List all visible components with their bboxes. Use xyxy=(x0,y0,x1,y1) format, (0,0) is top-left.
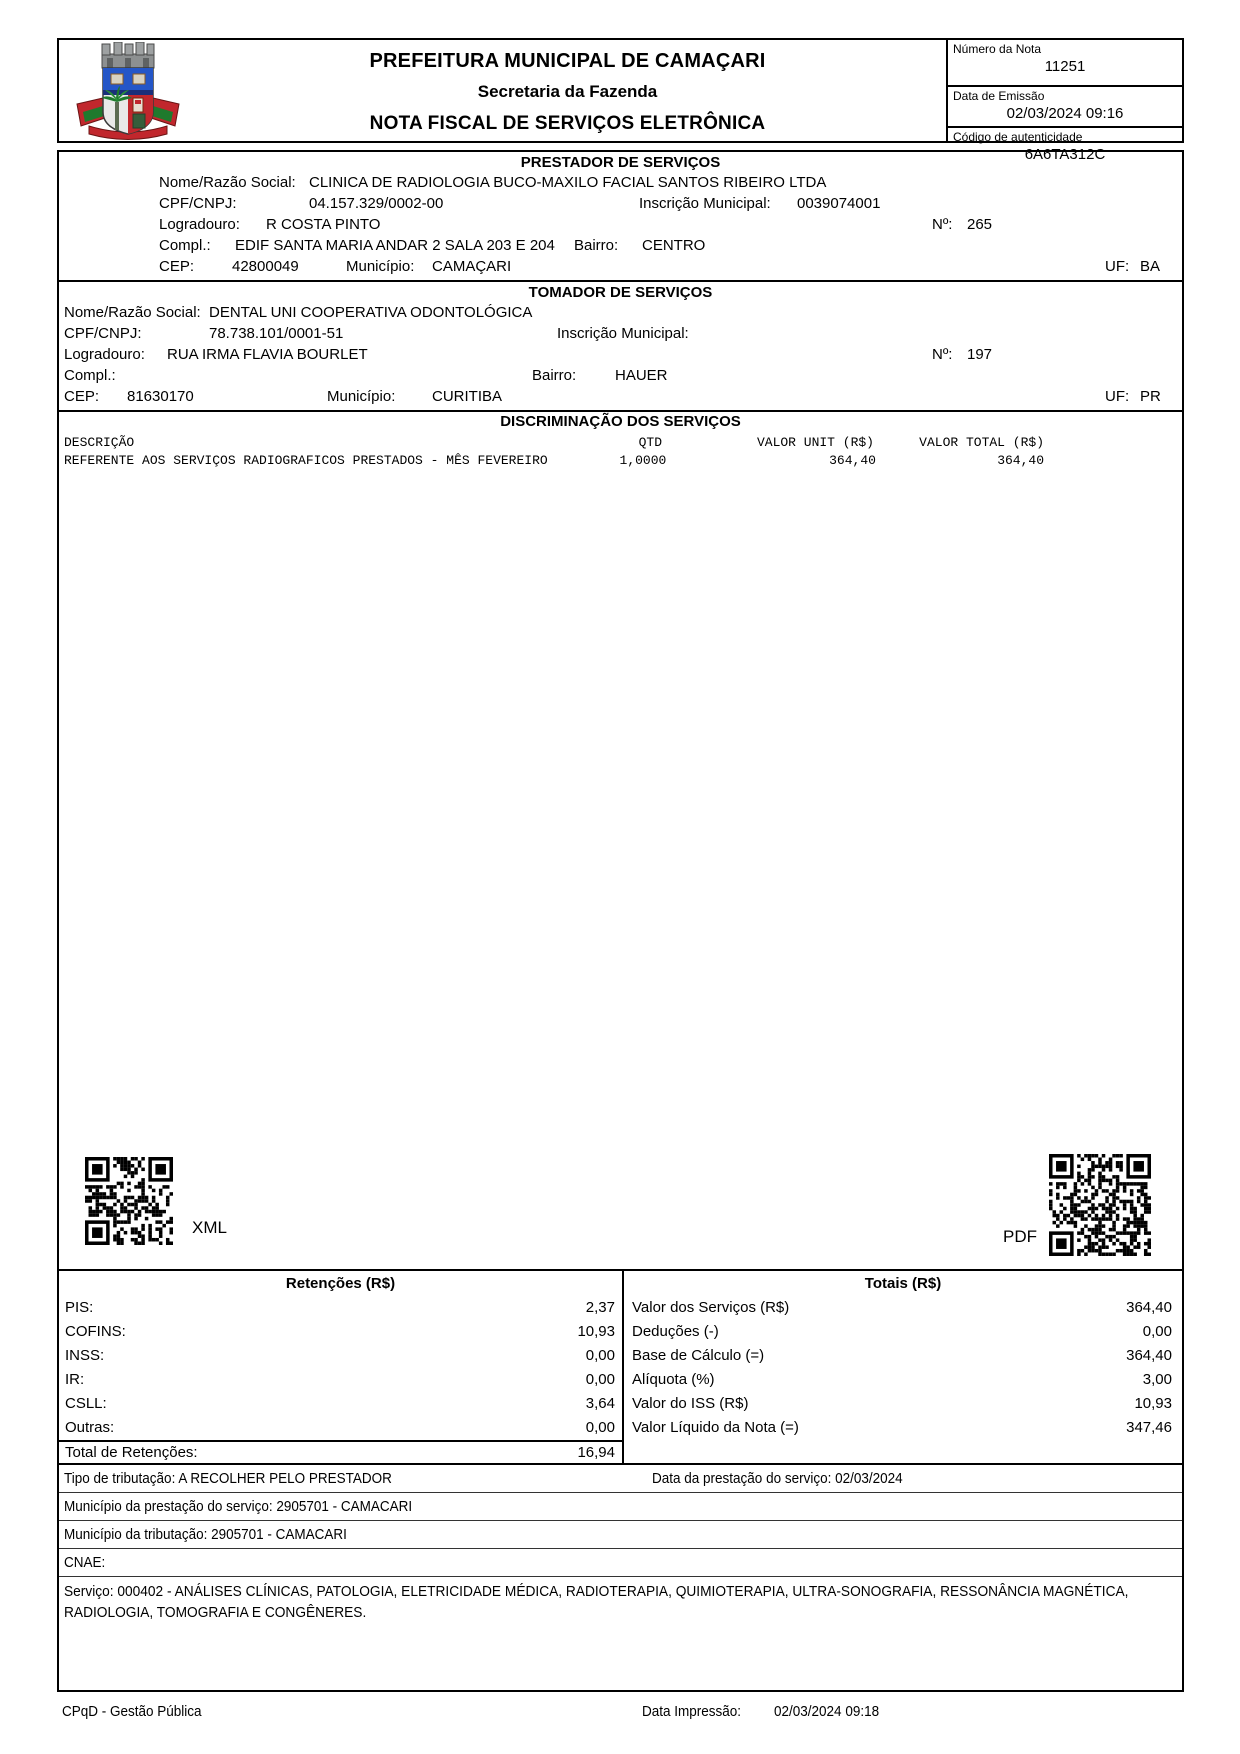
field-label: Inscrição Municipal: xyxy=(557,325,689,342)
page-footer xyxy=(57,1703,1184,1729)
tomador-cep-row xyxy=(59,388,1182,408)
retencoes-total-row xyxy=(59,1440,622,1462)
retencao-label: COFINS: xyxy=(65,1323,126,1340)
servicos-table-header xyxy=(59,435,1044,450)
retencao-value: 0,00 xyxy=(585,1419,615,1436)
servicos-section-title: DISCRIMINAÇÃO DOS SERVIÇOS xyxy=(500,413,741,430)
retencao-label: PIS: xyxy=(65,1299,94,1316)
municipio-tributacao-row xyxy=(59,1521,1182,1549)
retencoes-column xyxy=(59,1271,622,1463)
tributacao-section xyxy=(59,1465,1182,1629)
retencoes-total-value: 16,94 xyxy=(577,1444,615,1461)
xml-qr-code[interactable] xyxy=(85,1157,173,1245)
field-label: Compl.: xyxy=(159,237,211,254)
retencao-value: 3,64 xyxy=(585,1395,615,1412)
pdf-download-label[interactable]: PDF xyxy=(1003,1227,1037,1246)
field-label: CEP: xyxy=(159,258,195,275)
total-label: Alíquota (%) xyxy=(632,1371,715,1388)
castle-crown-icon xyxy=(102,42,154,68)
retencao-row xyxy=(59,1368,622,1392)
field-label: Nome/Razão Social: xyxy=(159,174,296,191)
field-label: Nº: xyxy=(932,216,953,233)
cell-valor-total: 364,40 xyxy=(997,453,1044,468)
retencao-value: 0,00 xyxy=(585,1371,615,1388)
tributacao-tipo-row xyxy=(59,1465,1182,1493)
field-value: HAUER xyxy=(615,367,668,384)
field-value: 81630170 xyxy=(127,388,194,405)
field-value: 197 xyxy=(967,346,993,363)
xml-download-label[interactable]: XML xyxy=(192,1218,227,1237)
prestador-compl-row xyxy=(59,237,1182,257)
field-value: CAMAÇARI xyxy=(432,258,512,275)
retencao-row xyxy=(59,1320,622,1344)
field-value: BA xyxy=(1140,258,1161,275)
total-label: Valor Líquido da Nota (=) xyxy=(632,1419,799,1436)
totais-title: Totais (R$) xyxy=(864,1275,942,1292)
cell-qtd: 1,0000 xyxy=(619,453,667,468)
prestador-section-title: PRESTADOR DE SERVIÇOS xyxy=(520,154,721,171)
emission-date-label: Data de Emissão xyxy=(953,89,1045,103)
retencao-value: 10,93 xyxy=(577,1323,615,1340)
org-title: PREFEITURA MUNICIPAL DE CAMAÇARI xyxy=(369,50,766,72)
field-label: Bairro: xyxy=(574,237,619,254)
totais-column xyxy=(624,1271,1182,1463)
col-valor-unit: VALOR UNIT (R$) xyxy=(756,435,874,450)
total-value: 364,40 xyxy=(1126,1299,1172,1316)
auth-code-value: 6A6TA312C xyxy=(1024,146,1106,163)
nota-info-box xyxy=(946,40,1182,163)
tomador-cnpj-row xyxy=(59,325,1182,345)
main-box xyxy=(57,150,1184,1692)
tomador-compl-row xyxy=(59,367,1182,387)
field-value: DENTAL UNI COOPERATIVA ODONTOLÓGICA xyxy=(209,304,533,321)
retencao-label: CSLL: xyxy=(65,1395,107,1412)
total-row xyxy=(624,1368,1182,1392)
nota-number-value: 11251 xyxy=(1044,58,1086,75)
col-descricao: DESCRIÇÃO xyxy=(64,435,135,450)
total-label: Valor dos Serviços (R$) xyxy=(632,1299,790,1316)
tipo-tributacao: Tipo de tributação: A RECOLHER PELO PRESTADOR xyxy=(64,1470,392,1487)
field-value: R COSTA PINTO xyxy=(266,216,381,233)
total-row xyxy=(624,1320,1182,1344)
tomador-section-title: TOMADOR DE SERVIÇOS xyxy=(528,284,713,301)
field-label: Compl.: xyxy=(64,367,116,384)
col-valor-total: VALOR TOTAL (R$) xyxy=(919,435,1044,450)
col-qtd: QTD xyxy=(638,435,662,450)
field-value: CLINICA DE RADIOLOGIA BUCO-MAXILO FACIAL SANTOS RIBEIRO LTDA xyxy=(309,174,827,191)
prestador-cnpj-row xyxy=(59,195,1182,215)
total-label: Deduções (-) xyxy=(632,1323,719,1340)
field-value: 265 xyxy=(967,216,993,233)
municipio-tributacao: Município da tributação: 2905701 - CAMACARI xyxy=(64,1526,347,1543)
field-label: UF: xyxy=(1105,258,1130,275)
shield-icon xyxy=(102,68,153,134)
field-label: Nº: xyxy=(932,346,953,363)
retencoes-total-label: Total de Retenções: xyxy=(65,1444,198,1461)
retencao-value: 2,37 xyxy=(585,1299,615,1316)
retencoes-title: Retenções (R$) xyxy=(285,1275,396,1292)
cnae-row xyxy=(59,1549,1182,1577)
nota-number-cell xyxy=(948,40,1182,85)
total-row xyxy=(624,1416,1182,1440)
field-value: RUA IRMA FLAVIA BOURLET xyxy=(167,346,368,363)
retencao-row xyxy=(59,1344,622,1368)
footer-impressao-label: Data Impressão: xyxy=(642,1703,742,1720)
footer-impressao-value: 02/03/2024 09:18 xyxy=(774,1703,880,1720)
total-row xyxy=(624,1296,1182,1320)
auth-code-label: Código de autenticidade xyxy=(953,130,1083,144)
coat-of-arms-logo xyxy=(69,42,187,144)
servicos-table-row xyxy=(59,453,1044,468)
field-label: Logradouro: xyxy=(159,216,240,233)
field-label: Município: xyxy=(346,258,415,275)
field-label: CPF/CNPJ: xyxy=(159,195,237,212)
emission-date-cell xyxy=(948,85,1182,126)
cnae-label: CNAE: xyxy=(64,1554,106,1571)
retencao-row xyxy=(59,1416,622,1440)
field-value: CENTRO xyxy=(642,237,706,254)
total-row xyxy=(624,1344,1182,1368)
field-value: 04.157.329/0002-00 xyxy=(309,195,444,212)
pdf-qr-code[interactable] xyxy=(1049,1154,1151,1256)
tomador-logradouro-row xyxy=(59,346,1182,366)
field-label: Inscrição Municipal: xyxy=(639,195,771,212)
cell-valor-unit: 364,40 xyxy=(829,453,876,468)
cell-descricao: REFERENTE AOS SERVIÇOS RADIOGRAFICOS PRESTADOS - MÊS FEVEREIRO xyxy=(64,453,548,468)
municipio-prestacao-row xyxy=(59,1493,1182,1521)
retencao-row xyxy=(59,1296,622,1320)
field-label: CEP: xyxy=(64,388,100,405)
retencao-label: Outras: xyxy=(65,1419,115,1436)
retencao-row xyxy=(59,1392,622,1416)
servico-descricao: Serviço: 000402 - ANÁLISES CLÍNICAS, PATOLOGIA, ELETRICIDADE MÉDICA, RADIOTERAPIA, QUIMIOTERAPIA, ULTRA-SONOGRAFIA, RESSONÂNCIA MAGNÉTICA, RADIOLOGIA, TOMOGRAFIA E CONGÊNERES. xyxy=(64,1583,1129,1621)
retencao-value: 0,00 xyxy=(585,1347,615,1364)
field-label: Município: xyxy=(327,388,396,405)
total-value: 10,93 xyxy=(1134,1395,1172,1412)
field-value: 0039074001 xyxy=(797,195,881,212)
retencao-label: IR: xyxy=(65,1371,85,1388)
section-divider xyxy=(59,280,1182,282)
footer-system-name: CPqD - Gestão Pública xyxy=(62,1703,202,1720)
data-prestacao: Data da prestação do serviço: 02/03/2024 xyxy=(652,1470,903,1487)
field-label: UF: xyxy=(1105,388,1130,405)
total-value: 347,46 xyxy=(1126,1419,1172,1436)
field-value: EDIF SANTA MARIA ANDAR 2 SALA 203 E 204 xyxy=(235,237,555,254)
tomador-nome-row xyxy=(59,304,1182,324)
dept-subtitle: Secretaria da Fazenda xyxy=(477,82,658,101)
servico-row xyxy=(59,1577,1182,1629)
total-label: Base de Cálculo (=) xyxy=(632,1347,765,1364)
nota-number-label: Número da Nota xyxy=(953,42,1042,56)
total-row xyxy=(624,1392,1182,1416)
retencao-label: INSS: xyxy=(65,1347,105,1364)
field-value: PR xyxy=(1140,388,1161,405)
municipio-prestacao: Município da prestação do serviço: 2905701 - CAMACARI xyxy=(64,1498,413,1515)
total-label: Valor do ISS (R$) xyxy=(632,1395,749,1412)
prestador-nome-row xyxy=(59,174,1182,194)
field-label: Bairro: xyxy=(532,367,577,384)
total-value: 0,00 xyxy=(1142,1323,1172,1340)
field-label: Logradouro: xyxy=(64,346,145,363)
field-label: CPF/CNPJ: xyxy=(64,325,142,342)
total-value: 364,40 xyxy=(1126,1347,1172,1364)
section-divider xyxy=(59,410,1182,412)
prestador-cep-row xyxy=(59,258,1182,278)
field-value: 42800049 xyxy=(232,258,299,275)
field-value: 78.738.101/0001-51 xyxy=(209,325,344,342)
total-value: 3,00 xyxy=(1142,1371,1172,1388)
doc-title: NOTA FISCAL DE SERVIÇOS ELETRÔNICA xyxy=(369,113,766,134)
field-label: Nome/Razão Social: xyxy=(64,304,201,321)
prestador-logradouro-row xyxy=(59,216,1182,236)
retencoes-totais-table xyxy=(59,1269,1182,1465)
field-value: CURITIBA xyxy=(432,388,503,405)
emission-date-value: 02/03/2024 09:16 xyxy=(1006,105,1124,122)
header-titles xyxy=(199,50,936,135)
